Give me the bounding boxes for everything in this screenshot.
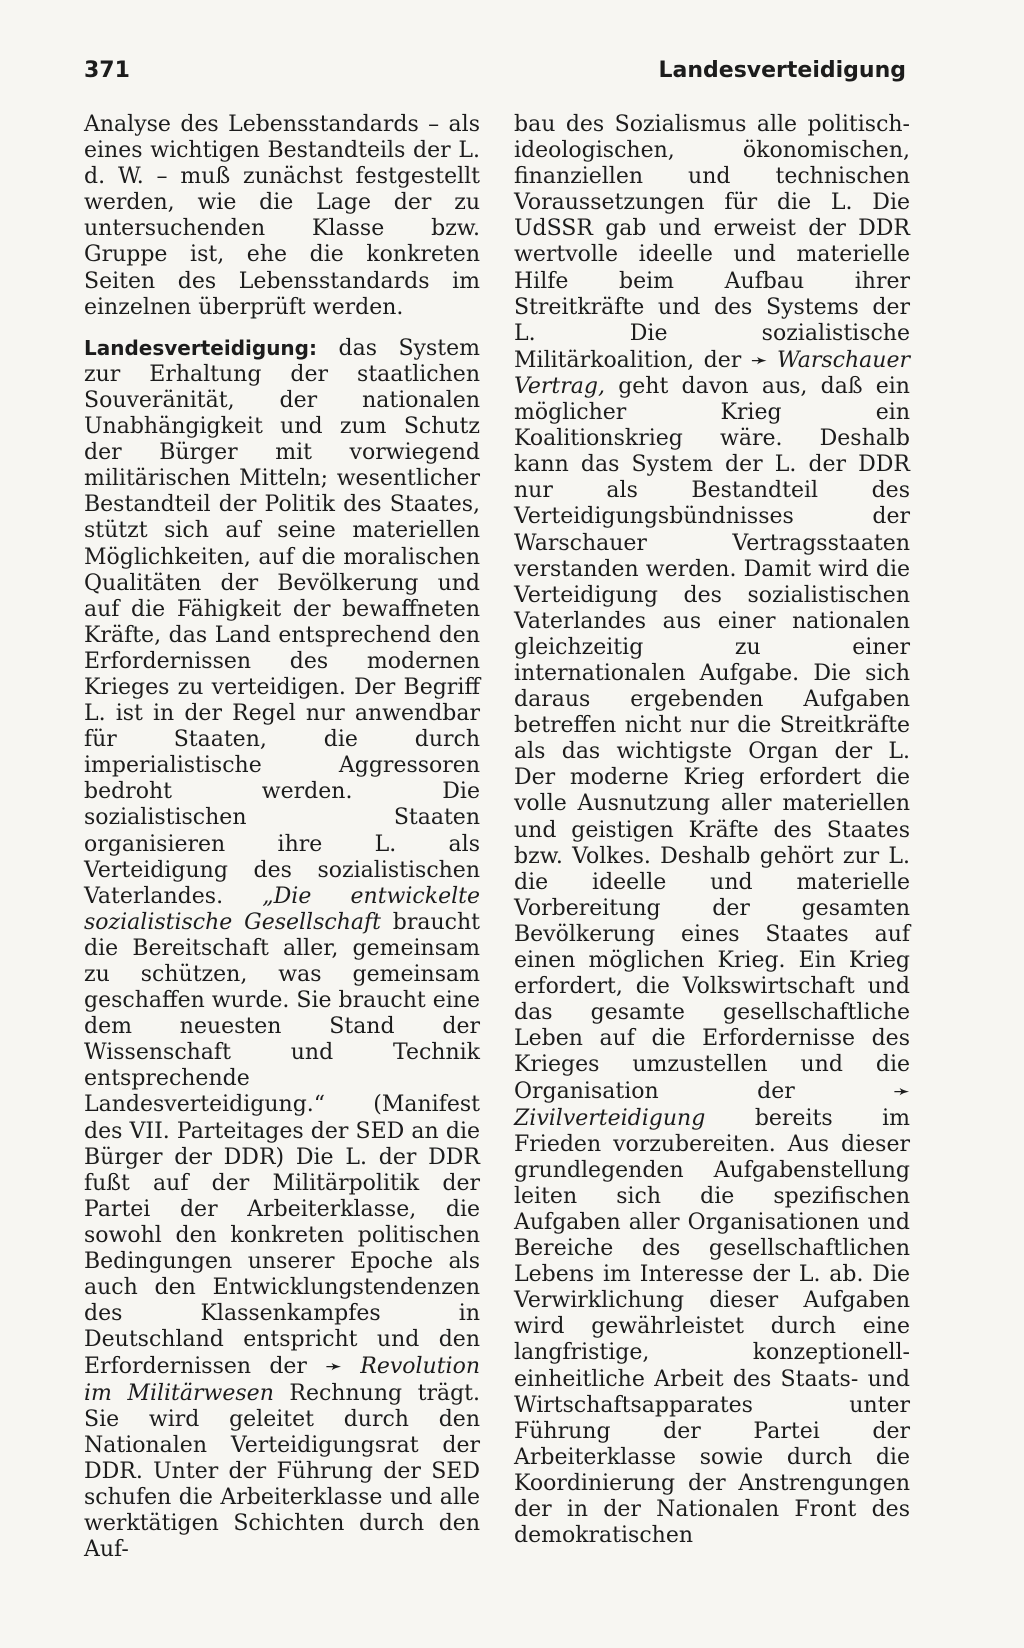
- right-column: [514, 112, 910, 1549]
- entry-text: bau des Sozialismus alle politisch-ideologischen, ökonomischen, finanziellen und technischen Voraussetzungen für die L. Die UdSSR gab und erweist der DDR wertvolle ideelle und materielle Hilfe beim Aufbau ihrer Streitkräfte und des Systems der L. Die sozialistische Militärkoalition, der: [514, 112, 910, 373]
- paragraph-continuation: Analyse des Lebensstandards – als eines wichtigen Bestandteils der L. d. W. – muß zunächst festgestellt werden, wie die Lage der zu untersuchenden Klasse bzw. Gruppe ist, ehe die konkreten Seiten des Lebensstandards im einzelnen überprüft werden.: [84, 112, 480, 320]
- page-number: 371: [84, 58, 130, 83]
- entry-text-end: Rechnung trägt. Sie wird geleitet durch den Nationalen Verteidigungsrat der DDR. Unter der Führung der SED schufen die Arbeiterklasse und alle werktätigen Schichten durch den Auf-: [84, 1380, 480, 1563]
- entry-text: bereits im Frieden vorzubereiten. Aus dieser grundlegenden Aufgabenstellung leiten sich die spezifischen Aufgaben aller Organisationen und Bereiche des gesellschaftlichen Lebens im Interesse der L. ab. Die Verwirklichung dieser Aufgaben wird gewährleistet durch eine langfristige, konzeptionell-einheitliche Arbeit des Staats- und Wirtschaftsapparates unter Führung der Partei der Arbeiterklasse sowie durch die Koordinierung der Anstrengungen der in der Nationalen Front des demokratischen: [514, 1105, 911, 1549]
- entry-lemma: Landesverteidigung:: [84, 335, 317, 360]
- cross-reference: Revolution im Militärwesen: [84, 1354, 481, 1406]
- cross-reference: Warschauer Vertrag,: [514, 347, 910, 399]
- entry-text: geht davon aus, daß ein möglicher Krieg ein Koalitionskrieg wäre. Deshalb kann das System der L. der DDR nur als Bestandteil des Verteidigungsbündnisses der Warschauer Vertragsstaaten verstanden werden. Damit wird die Verteidigung des sozialistischen Vaterlandes aus einer nationalen gleichzeitig zu einer internationalen Aufgabe. Die sich daraus ergebenden Aufgaben betreffen nicht nur die Streitkräfte als das wichtigste Organ der L. Der moderne Krieg erfordert die volle Ausnutzung aller materiellen und geistigen Kräfte des Staates bzw. Volkes. Deshalb gehört zur L. die ideelle und materielle Vorbereitung der gesamten Bevölkerung eines Staates auf einen möglichen Krieg. Ein Krieg erfordert, die Volkswirtschaft und das gesamte gesellschaftliche Leben auf die Erfordernisse des Krieges umzustellen und die Organisation der: [514, 373, 910, 1105]
- right-arrow-icon: ➛: [750, 347, 768, 372]
- entry-text-cont: braucht die Bereitschaft aller, gemeinsam zu schützen, was gemeinsam geschaffen wurde. Sie braucht eine dem neuesten Stand der Wissenschaft und Technik entsprechende Landesverteidigung.“ (Manifest des VII. Parteitages der SED an die Bürger der DDR) Die L. der DDR fußt auf der Militärpolitik der Partei der Arbeiterklasse, die sowohl den konkreten politischen Bedingungen unserer Epoche als auch den Entwicklungstendenzen des Klassenkampfes in Deutschland entspricht und den Erfordernissen der: [84, 909, 481, 1380]
- left-column: [84, 112, 480, 1563]
- entry-text: das System zur Erhaltung der staatlichen Souveränität, der nationalen Unabhängigkeit und zum Schutz der Bürger mit vorwiegend militärischen Mitteln; wesentlicher Bestandteil der Politik des Staates, stützt sich auf seine materiellen Möglichkeiten, auf die moralischen Qualitäten der Bevölkerung und auf die Fähigkeit der bewaffneten Kräfte, das Land entsprechend den Erfordernissen des modernen Krieges zu verteidigen. Der Begriff L. ist in der Regel nur anwendbar für Staaten, die durch imperialistische Aggressoren bedroht werden. Die sozialistischen Staaten organisieren ihre L. als Verteidigung des sozialistischen Vaterlandes.: [84, 335, 480, 909]
- quotation: „Die entwickelte sozialistische Gesellschaft: [84, 883, 480, 935]
- entry-continuation: [514, 112, 910, 1549]
- cross-reference: Zivilverteidigung: [514, 1105, 706, 1131]
- right-arrow-icon: ➛: [893, 1079, 910, 1104]
- entry-landesverteidigung: [84, 335, 480, 1563]
- running-title: Landesverteidigung: [658, 58, 906, 83]
- right-arrow-icon: ➛: [325, 1354, 342, 1379]
- page-header: [84, 58, 906, 94]
